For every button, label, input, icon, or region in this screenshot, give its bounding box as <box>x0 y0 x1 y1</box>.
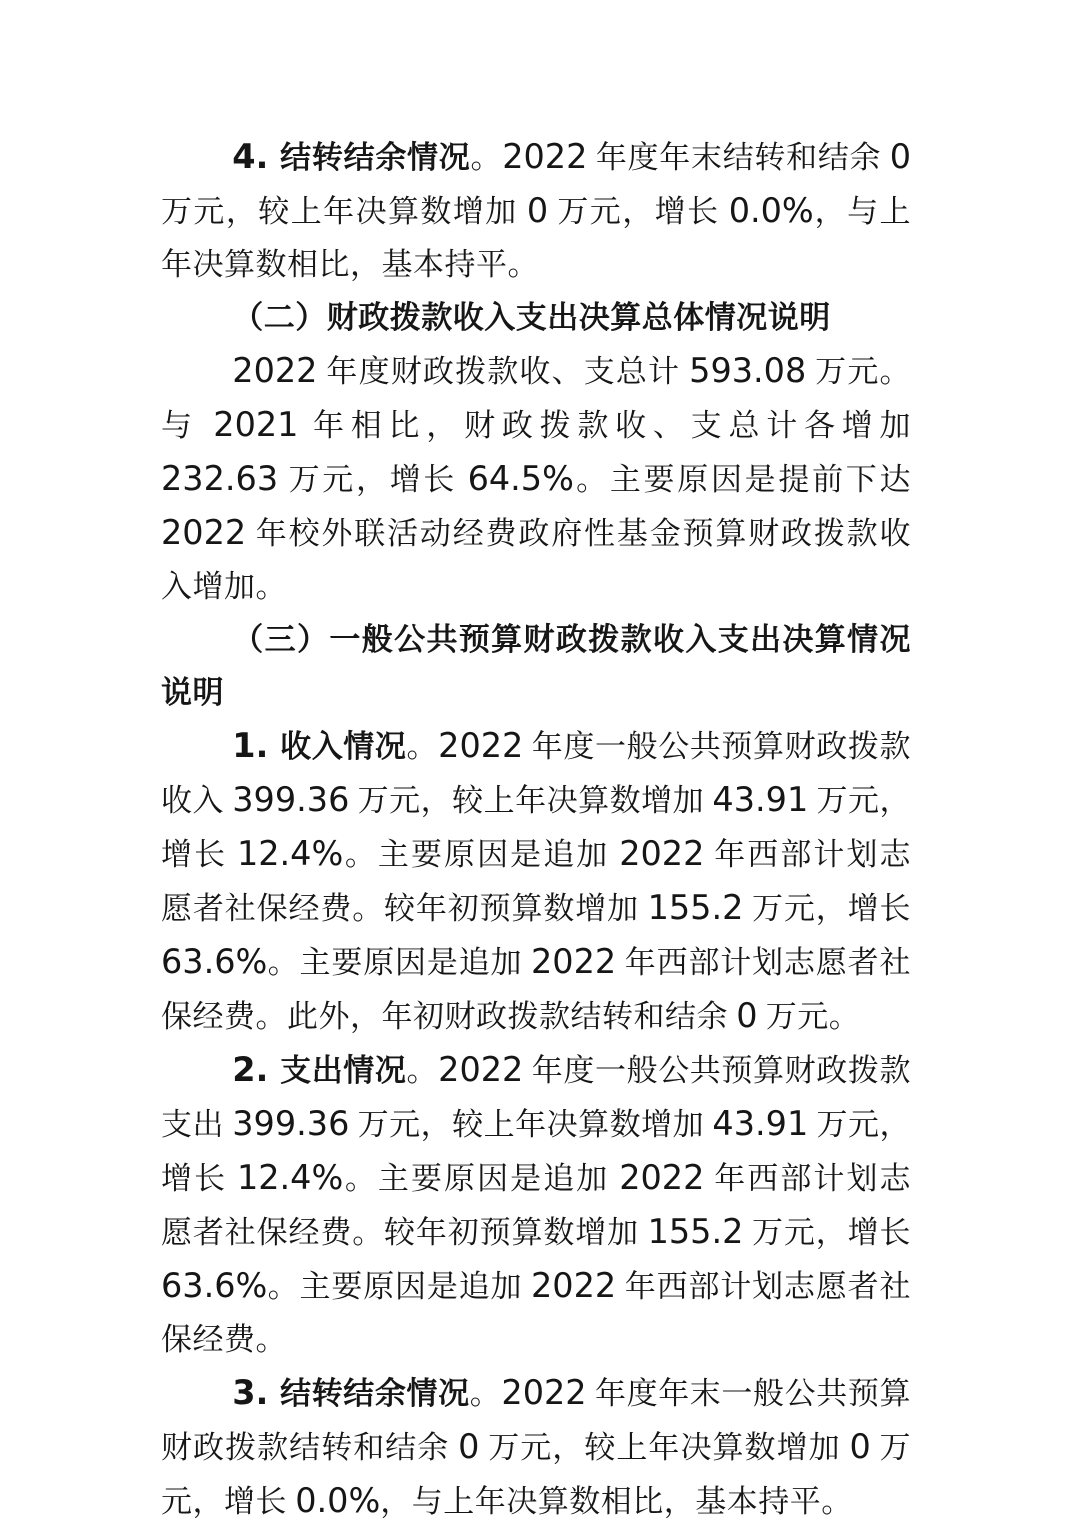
text-run: 万元，增长 <box>161 1107 912 1196</box>
text-run: 。 <box>406 1053 439 1088</box>
numeric-text-run: 399.36 <box>232 780 350 819</box>
numeric-text-run: 2022 <box>531 1266 617 1305</box>
text-run: 年西部计划志愿者社保经费。较年初预算数增加 <box>161 1161 912 1250</box>
numeric-text-run: 232.63 <box>161 459 279 498</box>
text-run: 年度财政拨款收、支总计 <box>317 354 690 389</box>
text-run: （三）一般公共预算财政拨款收入支出决算情况说明 <box>161 622 911 710</box>
text-run: 结转结余情况 <box>280 140 471 175</box>
numeric-text-run: 2022 <box>232 351 318 390</box>
numeric-text-run: 3. <box>232 1373 281 1412</box>
numeric-text-run: 2022 <box>502 137 588 176</box>
numeric-text-run: 64.5% <box>467 459 574 498</box>
numeric-text-run: 155.2 <box>647 1212 744 1251</box>
text-run: 。 <box>406 729 439 764</box>
paragraph <box>161 130 911 291</box>
section-heading <box>161 613 911 719</box>
numeric-text-run: 2022 <box>161 513 247 552</box>
text-run: 。 <box>470 140 503 175</box>
paragraph <box>161 1366 911 1528</box>
text-run: 年度一般公共预算财政拨款收入 <box>161 729 912 818</box>
numeric-text-run: 63.6% <box>161 942 268 981</box>
numeric-text-run: 155.2 <box>647 888 744 927</box>
numeric-text-run: 0.0% <box>728 191 814 230</box>
numeric-text-run: 12.4% <box>236 834 344 873</box>
text-run: 年西部计划志愿者社保经费。较年初预算数增加 <box>161 837 912 926</box>
numeric-text-run: 2022 <box>438 1050 524 1089</box>
text-run: 万元，较上年决算数增加 <box>161 194 527 229</box>
numeric-text-run: 399.36 <box>232 1104 350 1143</box>
text-run: 万元，较上年决算数增加 <box>349 1107 713 1142</box>
text-run: 收入情况 <box>280 729 407 764</box>
text-run: 年度年末一般公共预算财政拨款结转和结余 <box>161 1376 912 1465</box>
numeric-text-run: 1. <box>232 726 281 765</box>
text-run: 万元，增长 <box>743 1215 911 1250</box>
text-run: ，与上年决算数相比，基本持平。 <box>380 1484 853 1519</box>
numeric-text-run: 593.08 <box>689 351 807 390</box>
numeric-text-run: 0 <box>849 1427 871 1466</box>
text-run: 万元，较上年决算数增加 <box>349 783 713 818</box>
text-run: 万元，增长 <box>161 783 912 872</box>
paragraph <box>161 344 911 613</box>
numeric-text-run: 0 <box>458 1427 480 1466</box>
text-run: ，与上年决算数相比，基本持平。 <box>161 194 912 282</box>
numeric-text-run: 2021 <box>213 405 299 444</box>
text-run: 万元，增长 <box>548 194 729 229</box>
text-run: 支出情况 <box>280 1053 407 1088</box>
text-run: 。主要原因是追加 <box>343 837 620 872</box>
text-run: 。主要原因是追加 <box>267 1269 531 1304</box>
numeric-text-run: 0 <box>889 137 912 176</box>
numeric-text-run: 0.0% <box>295 1481 381 1520</box>
numeric-text-run: 2. <box>232 1050 281 1089</box>
text-run: 年度一般公共预算财政拨款支出 <box>161 1053 912 1142</box>
text-run: 年度年末结转和结余 <box>587 140 890 175</box>
numeric-text-run: 43.91 <box>712 1104 809 1143</box>
numeric-text-run: 2022 <box>619 834 705 873</box>
text-run: 年西部计划志愿者社保经费。此外，年初财政拨款结转和结余 <box>161 945 912 1034</box>
numeric-text-run: 0 <box>736 996 758 1035</box>
paragraph <box>161 719 911 1043</box>
numeric-text-run: 12.4% <box>236 1158 344 1197</box>
numeric-text-run: 63.6% <box>161 1266 268 1305</box>
text-run: 万元，增长 <box>743 891 911 926</box>
section-heading <box>161 291 911 344</box>
text-run: 年相比，财政拨款收、支总计各增加 <box>298 408 912 443</box>
numeric-text-run: 2022 <box>619 1158 705 1197</box>
numeric-text-run: 2022 <box>531 942 617 981</box>
text-run: 。 <box>469 1376 502 1411</box>
numeric-text-run: 2022 <box>501 1373 587 1412</box>
numeric-text-run: 0 <box>526 191 549 230</box>
text-run: 。主要原因是追加 <box>343 1161 620 1196</box>
text-run: （二）财政拨款收入支出决算总体情况说明 <box>232 300 831 335</box>
numeric-text-run: 4. <box>232 137 281 176</box>
text-run: 。主要原因是追加 <box>267 945 531 980</box>
text-run: 年校外联活动经费政府性基金预算财政拨款收入增加。 <box>161 516 911 604</box>
numeric-text-run: 2022 <box>438 726 524 765</box>
text-run: 万元。与 <box>161 354 912 443</box>
document-body <box>161 130 911 1528</box>
numeric-text-run: 43.91 <box>712 780 809 819</box>
text-run: 。主要原因是提前下达 <box>573 462 912 497</box>
paragraph <box>161 1043 911 1366</box>
text-run: 万元。 <box>757 999 861 1034</box>
text-run: 万元，增长 <box>278 462 468 497</box>
text-run: 万元，增长 <box>161 1430 912 1519</box>
text-run: 万元，较上年决算数增加 <box>479 1430 850 1465</box>
text-run: 结转结余情况 <box>280 1376 470 1411</box>
text-run: 年西部计划志愿者社保经费。 <box>161 1269 912 1357</box>
